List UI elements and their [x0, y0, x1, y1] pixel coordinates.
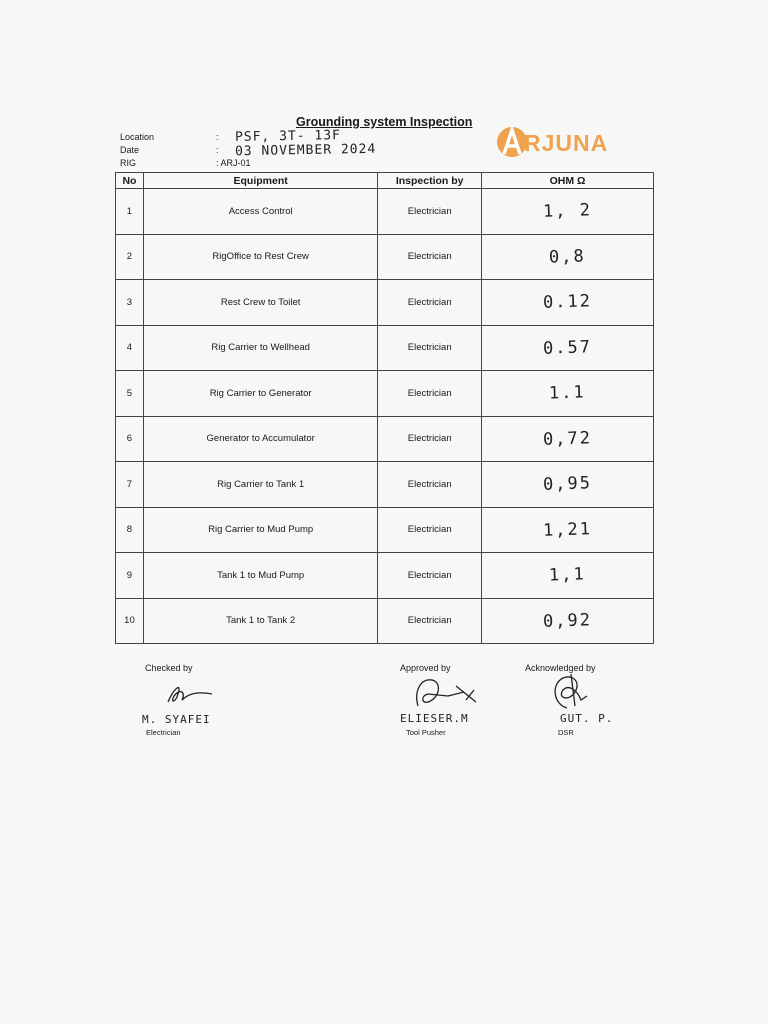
row-equipment: Rig Carrier to Generator [143, 371, 378, 417]
row-ohm [481, 234, 653, 280]
header-ohm: OHM Ω [481, 173, 653, 189]
inspection-table [115, 172, 654, 644]
row-inspection-by: Electrician [378, 507, 482, 553]
logo-a-icon [492, 118, 528, 168]
location-value: PSF, 3T- 13F [234, 128, 342, 145]
row-ohm [481, 280, 653, 326]
table-row [116, 553, 654, 599]
row-equipment: Tank 1 to Tank 2 [143, 598, 378, 644]
row-no: 5 [116, 371, 144, 417]
ohm-value: 1,1 [548, 564, 587, 586]
approved-by-label: Approved by [400, 663, 451, 673]
header-no: No [116, 173, 144, 189]
row-no: 2 [116, 234, 144, 280]
row-ohm [481, 462, 653, 508]
row-equipment: Rest Crew to Toilet [143, 280, 378, 326]
table-header-row [116, 173, 654, 189]
date-label: Date [120, 145, 140, 155]
row-no: 8 [116, 507, 144, 553]
row-no: 9 [116, 553, 144, 599]
ohm-value: 0,8 [548, 246, 587, 268]
acknowledged-by-name: GUT. P. [560, 712, 614, 725]
row-ohm [481, 416, 653, 462]
location-colon: : [216, 132, 219, 142]
row-inspection-by: Electrician [378, 280, 482, 326]
acknowledged-by-role: DSR [558, 728, 574, 737]
row-ohm [481, 189, 653, 235]
checked-by-label: Checked by [145, 663, 193, 673]
row-inspection-by: Electrician [378, 234, 482, 280]
ohm-value: 1, 2 [542, 200, 593, 223]
date-value: 03 NOVEMBER 2024 [234, 141, 377, 160]
checked-by-role: Electrician [146, 728, 181, 737]
row-ohm [481, 507, 653, 553]
checked-signature-icon [160, 678, 215, 710]
row-inspection-by: Electrician [378, 416, 482, 462]
row-no: 6 [116, 416, 144, 462]
logo-text: RJUNA [524, 130, 609, 156]
row-equipment: Generator to Accumulator [143, 416, 378, 462]
row-inspection-by: Electrician [378, 553, 482, 599]
table-row [116, 598, 654, 644]
table-row [116, 234, 654, 280]
header-inspection-by: Inspection by [378, 173, 482, 189]
ohm-value: 0.12 [542, 291, 593, 314]
row-equipment: Rig Carrier to Tank 1 [143, 462, 378, 508]
table-row [116, 189, 654, 235]
row-ohm [481, 371, 653, 417]
ohm-value: 0.57 [542, 336, 593, 359]
row-inspection-by: Electrician [378, 325, 482, 371]
row-ohm [481, 325, 653, 371]
header-equipment: Equipment [143, 173, 378, 189]
rig-label: RIG [120, 158, 137, 168]
row-inspection-by: Electrician [378, 189, 482, 235]
date-colon: : [216, 145, 219, 155]
approved-by-role: Tool Pusher [406, 728, 446, 737]
row-equipment: Rig Carrier to Wellhead [143, 325, 378, 371]
row-no: 1 [116, 189, 144, 235]
acknowledged-by-label: Acknowledged by [525, 663, 596, 673]
arjuna-logo [492, 118, 652, 168]
row-equipment: RigOffice to Rest Crew [143, 234, 378, 280]
row-inspection-by: Electrician [378, 462, 482, 508]
table-row [116, 507, 654, 553]
ohm-value: 0,95 [542, 473, 593, 496]
table-row [116, 371, 654, 417]
row-no: 7 [116, 462, 144, 508]
ohm-value: 1,21 [542, 518, 593, 541]
acknowledged-signature-icon [545, 670, 600, 712]
row-no: 4 [116, 325, 144, 371]
row-inspection-by: Electrician [378, 371, 482, 417]
document-title: Grounding system Inspection [296, 115, 473, 129]
checked-by-name: M. SYAFEI [142, 713, 211, 726]
ohm-value: 0,72 [542, 427, 593, 450]
ohm-value: 1.1 [548, 382, 587, 404]
rig-value: : ARJ-01 [216, 158, 251, 168]
row-equipment: Tank 1 to Mud Pump [143, 553, 378, 599]
row-inspection-by: Electrician [378, 598, 482, 644]
table-row [116, 416, 654, 462]
table-row [116, 462, 654, 508]
row-equipment: Rig Carrier to Mud Pump [143, 507, 378, 553]
row-no: 10 [116, 598, 144, 644]
table-row [116, 280, 654, 326]
approved-by-name: ELIESER.M [400, 712, 469, 725]
row-ohm [481, 553, 653, 599]
approved-signature-icon [408, 672, 483, 712]
table-row [116, 325, 654, 371]
location-label: Location [120, 132, 155, 142]
row-equipment: Access Control [143, 189, 378, 235]
ohm-value: 0,92 [542, 609, 593, 632]
row-no: 3 [116, 280, 144, 326]
row-ohm [481, 598, 653, 644]
